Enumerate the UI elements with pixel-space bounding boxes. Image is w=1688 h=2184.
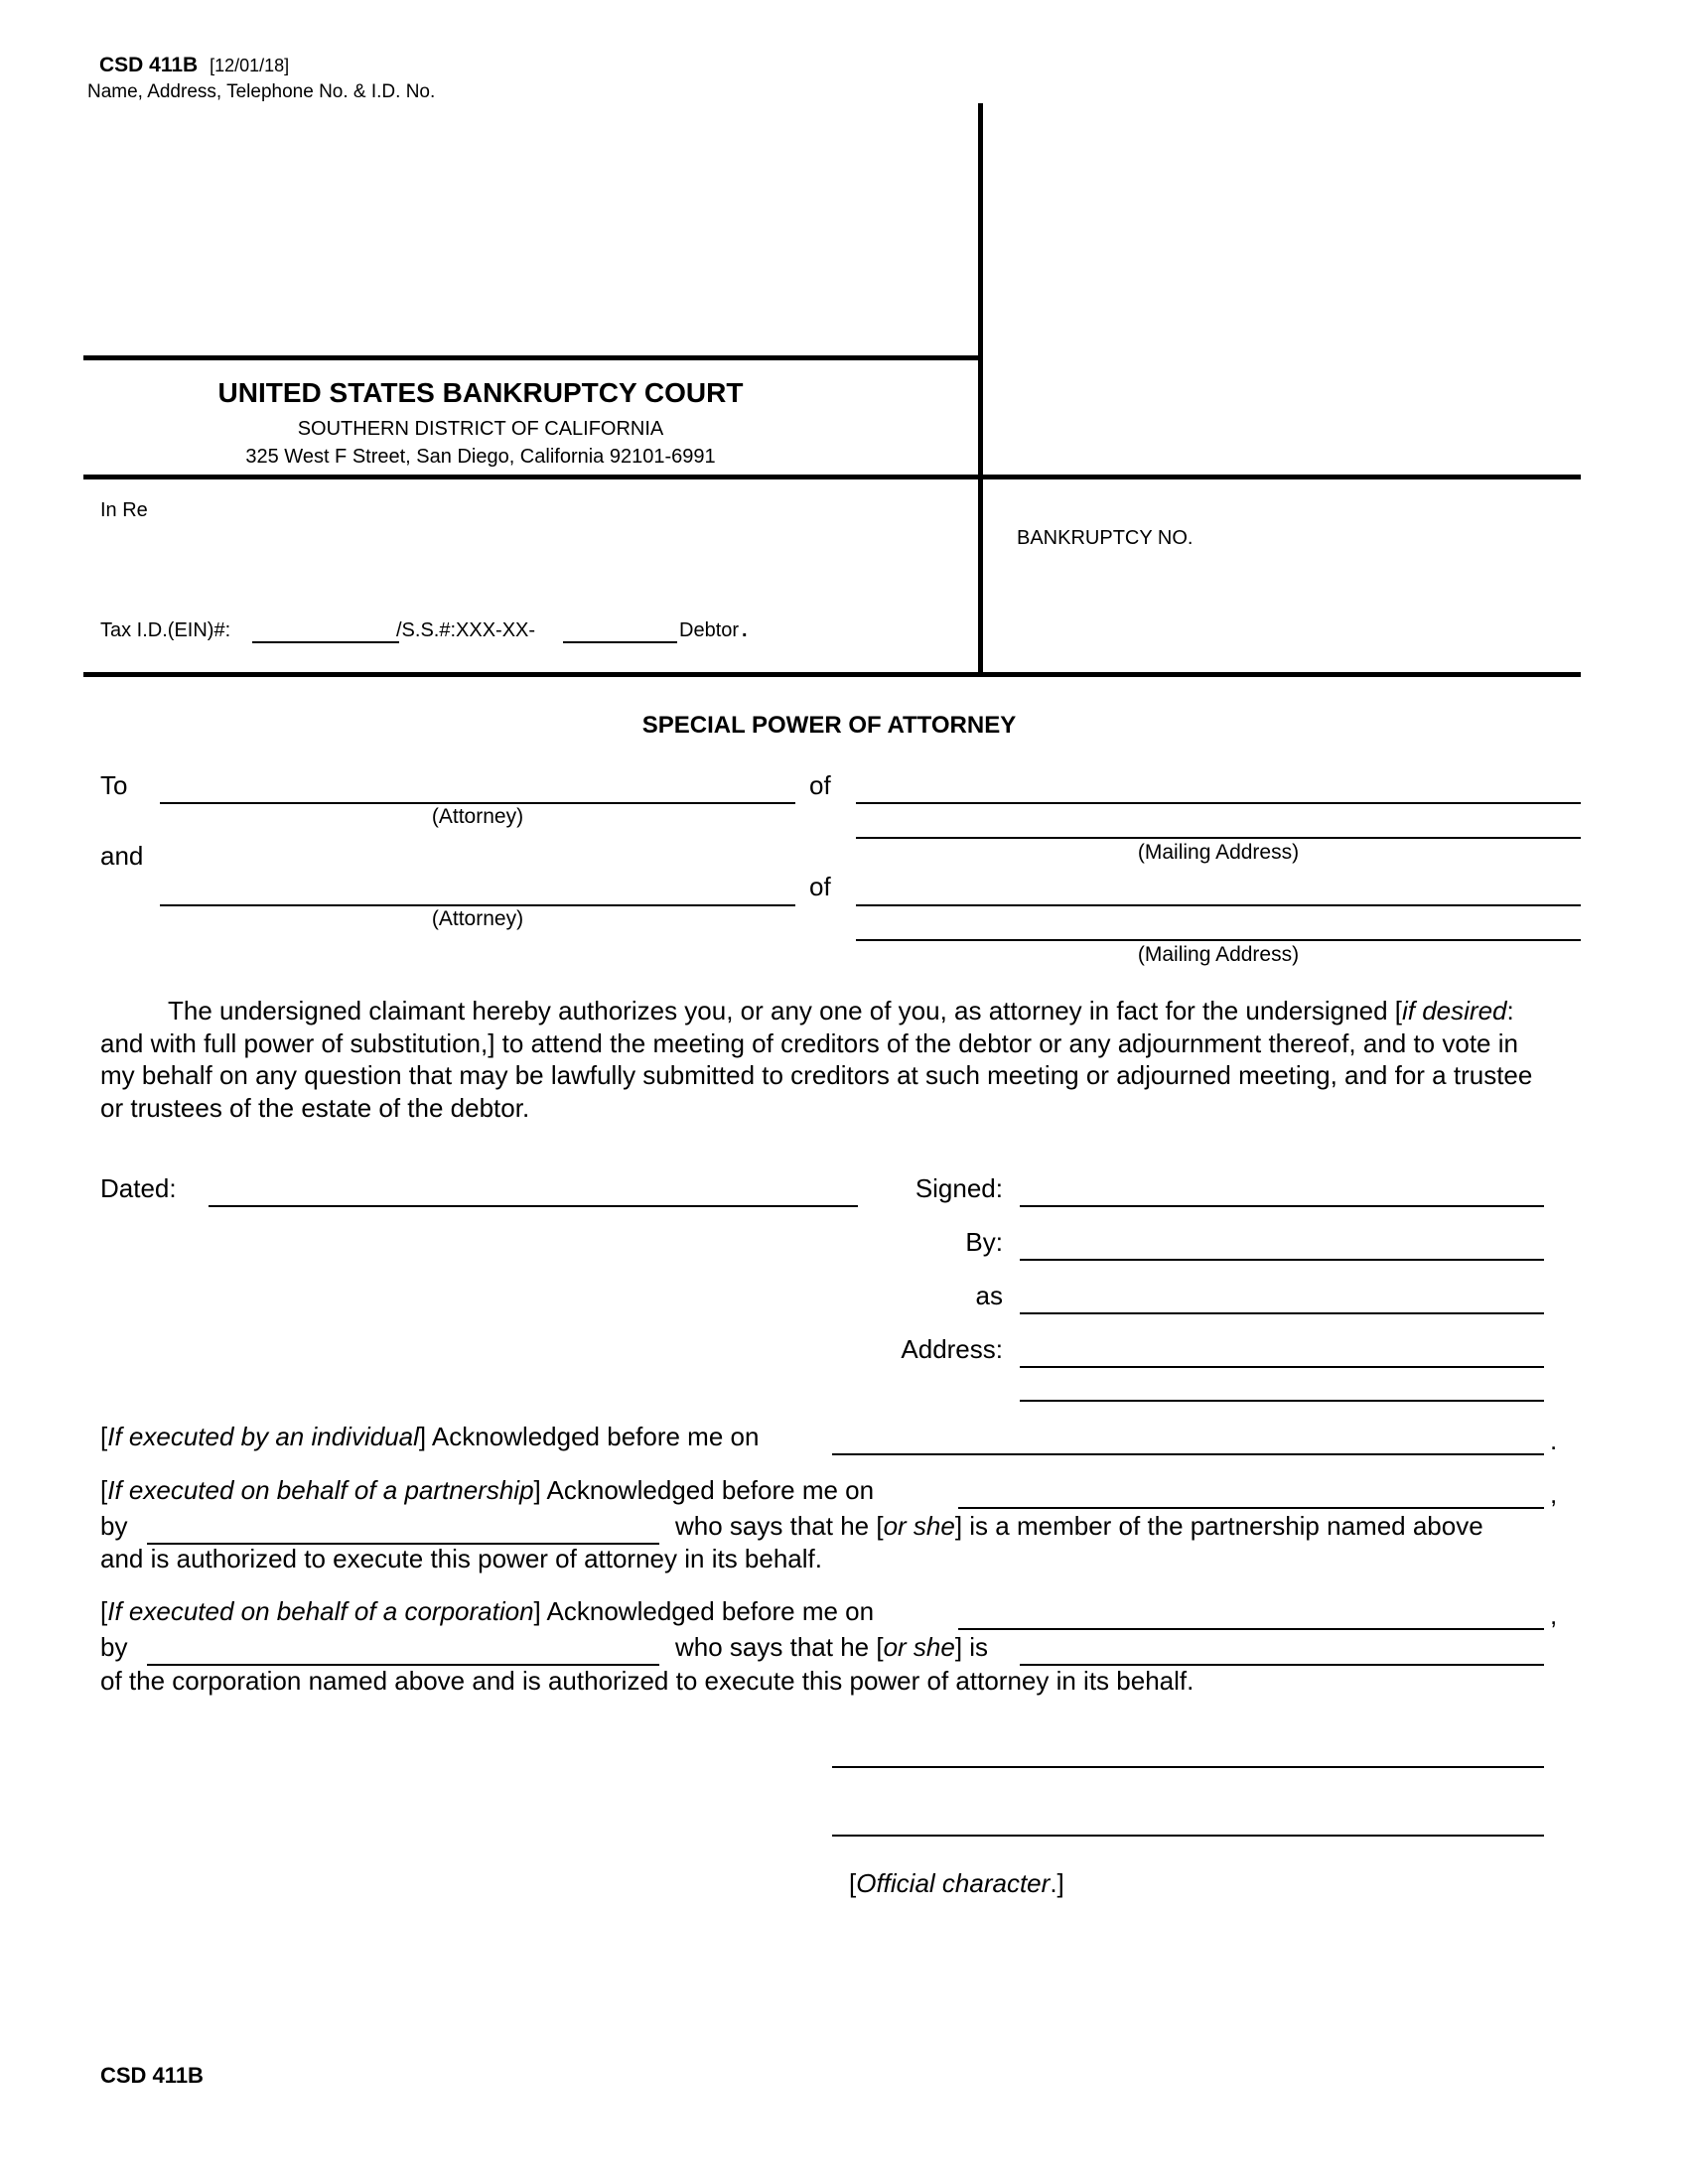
- signed-label: Signed:: [914, 1173, 1003, 1203]
- ack-corporation-comma: ,: [1550, 1600, 1558, 1630]
- page-title: SPECIAL POWER OF ATTORNEY: [641, 712, 1017, 739]
- vertical-divider: [978, 103, 983, 675]
- in-re-label: In Re: [100, 499, 148, 521]
- ack-corporation-label: [If executed on behalf of a corporation] Acknowledged before me on: [100, 1596, 875, 1626]
- ack-partnership-label: [If executed on behalf of a partnership] Acknowledged before me on: [100, 1475, 875, 1505]
- official-signature-line2[interactable]: [832, 1835, 1544, 1837]
- bankruptcy-no-label: BANKRUPTCY NO.: [1017, 527, 1194, 549]
- ssn-label: /S.S.#:XXX-XX-: [396, 619, 536, 641]
- address-label: Address:: [901, 1334, 1003, 1364]
- ack-partnership-line2: and is authorized to execute this power of attorney in its behalf.: [100, 1544, 822, 1573]
- of-label-2: of: [809, 872, 831, 901]
- as-label: as: [975, 1281, 1003, 1310]
- address-field-line1[interactable]: [1020, 1366, 1544, 1368]
- ack-corporation-date-field[interactable]: [958, 1628, 1544, 1630]
- form-date: [12/01/18]: [210, 56, 290, 75]
- mailing-address-2-line1[interactable]: [856, 904, 1581, 906]
- tax-id-label: Tax I.D.(EIN)#:: [100, 619, 231, 641]
- name-address-label: Name, Address, Telephone No. & I.D. No.: [87, 81, 436, 102]
- authorization-paragraph: The undersigned claimant hereby authorizes you, or any one of you, as attorney in fact for the undersigned [if desired: and with full power of substitution,] to attend the meeting of creditors of the debtor or any adjournment thereof, and to vote in my behalf on any question that may be lawfully submitted to creditors at such meeting or adjourned meeting, and for a trustee or trustees of the estate of the debtor.: [100, 996, 1533, 1123]
- ack-partnership-by-label: by: [100, 1511, 128, 1541]
- ack-corporation-line2: of the corporation named above and is authorized to execute this power of attorney in its behalf.: [100, 1666, 1195, 1696]
- case-bottom-rule: [83, 672, 1581, 677]
- as-field[interactable]: [1020, 1312, 1544, 1314]
- mailing-address-1-line1[interactable]: [856, 802, 1581, 804]
- mailing-address-1-line2[interactable]: [856, 837, 1581, 839]
- ack-partnership-comma: ,: [1550, 1479, 1558, 1509]
- form-code: CSD 411B: [99, 54, 199, 76]
- footer-form-code: CSD 411B: [100, 2063, 204, 2088]
- ack-corporation-by-label: by: [100, 1632, 128, 1662]
- court-top-rule: [83, 355, 981, 360]
- ack-corporation-statement: who says that he [or she] is: [675, 1632, 989, 1662]
- form-header: [99, 54, 289, 77]
- court-address: 325 West F Street, San Diego, California 92101-6991: [245, 446, 716, 468]
- tax-id-field[interactable]: [252, 641, 399, 643]
- official-character-label: [Official character.]: [849, 1868, 1064, 1898]
- to-label: To: [100, 770, 128, 800]
- signed-field[interactable]: [1020, 1205, 1544, 1207]
- case-top-rule: [83, 475, 1581, 479]
- by-field[interactable]: [1020, 1259, 1544, 1261]
- of-label-1: of: [809, 770, 831, 800]
- debtor-label: Debtor .: [679, 619, 748, 641]
- mailing-address-2-caption: (Mailing Address): [1137, 943, 1300, 966]
- by-label: By:: [965, 1227, 1003, 1257]
- ack-individual-period: .: [1550, 1426, 1558, 1455]
- ack-partnership-statement: who says that he [or she] is a member of the partnership named above: [675, 1511, 1483, 1541]
- court-district: SOUTHERN DISTRICT OF CALIFORNIA: [297, 418, 664, 440]
- court-name: UNITED STATES BANKRUPTCY COURT: [217, 377, 744, 408]
- ack-individual-date-field[interactable]: [832, 1453, 1544, 1455]
- attorney-1-caption: (Attorney): [431, 805, 524, 828]
- ssn-field[interactable]: [563, 641, 677, 643]
- dated-field[interactable]: [209, 1205, 858, 1207]
- and-label: and: [100, 841, 144, 871]
- dated-label: Dated:: [100, 1173, 177, 1203]
- mailing-address-2-line2[interactable]: [856, 939, 1581, 941]
- attorney-2-field[interactable]: [160, 904, 795, 906]
- mailing-address-1-caption: (Mailing Address): [1137, 841, 1300, 864]
- address-field-line2[interactable]: [1020, 1400, 1544, 1402]
- attorney-2-caption: (Attorney): [431, 907, 524, 930]
- attorney-1-field[interactable]: [160, 802, 795, 804]
- ack-individual-label: [If executed by an individual] Acknowledged before me on: [100, 1422, 760, 1451]
- ack-partnership-date-field[interactable]: [958, 1507, 1544, 1509]
- official-signature-line1[interactable]: [832, 1766, 1544, 1768]
